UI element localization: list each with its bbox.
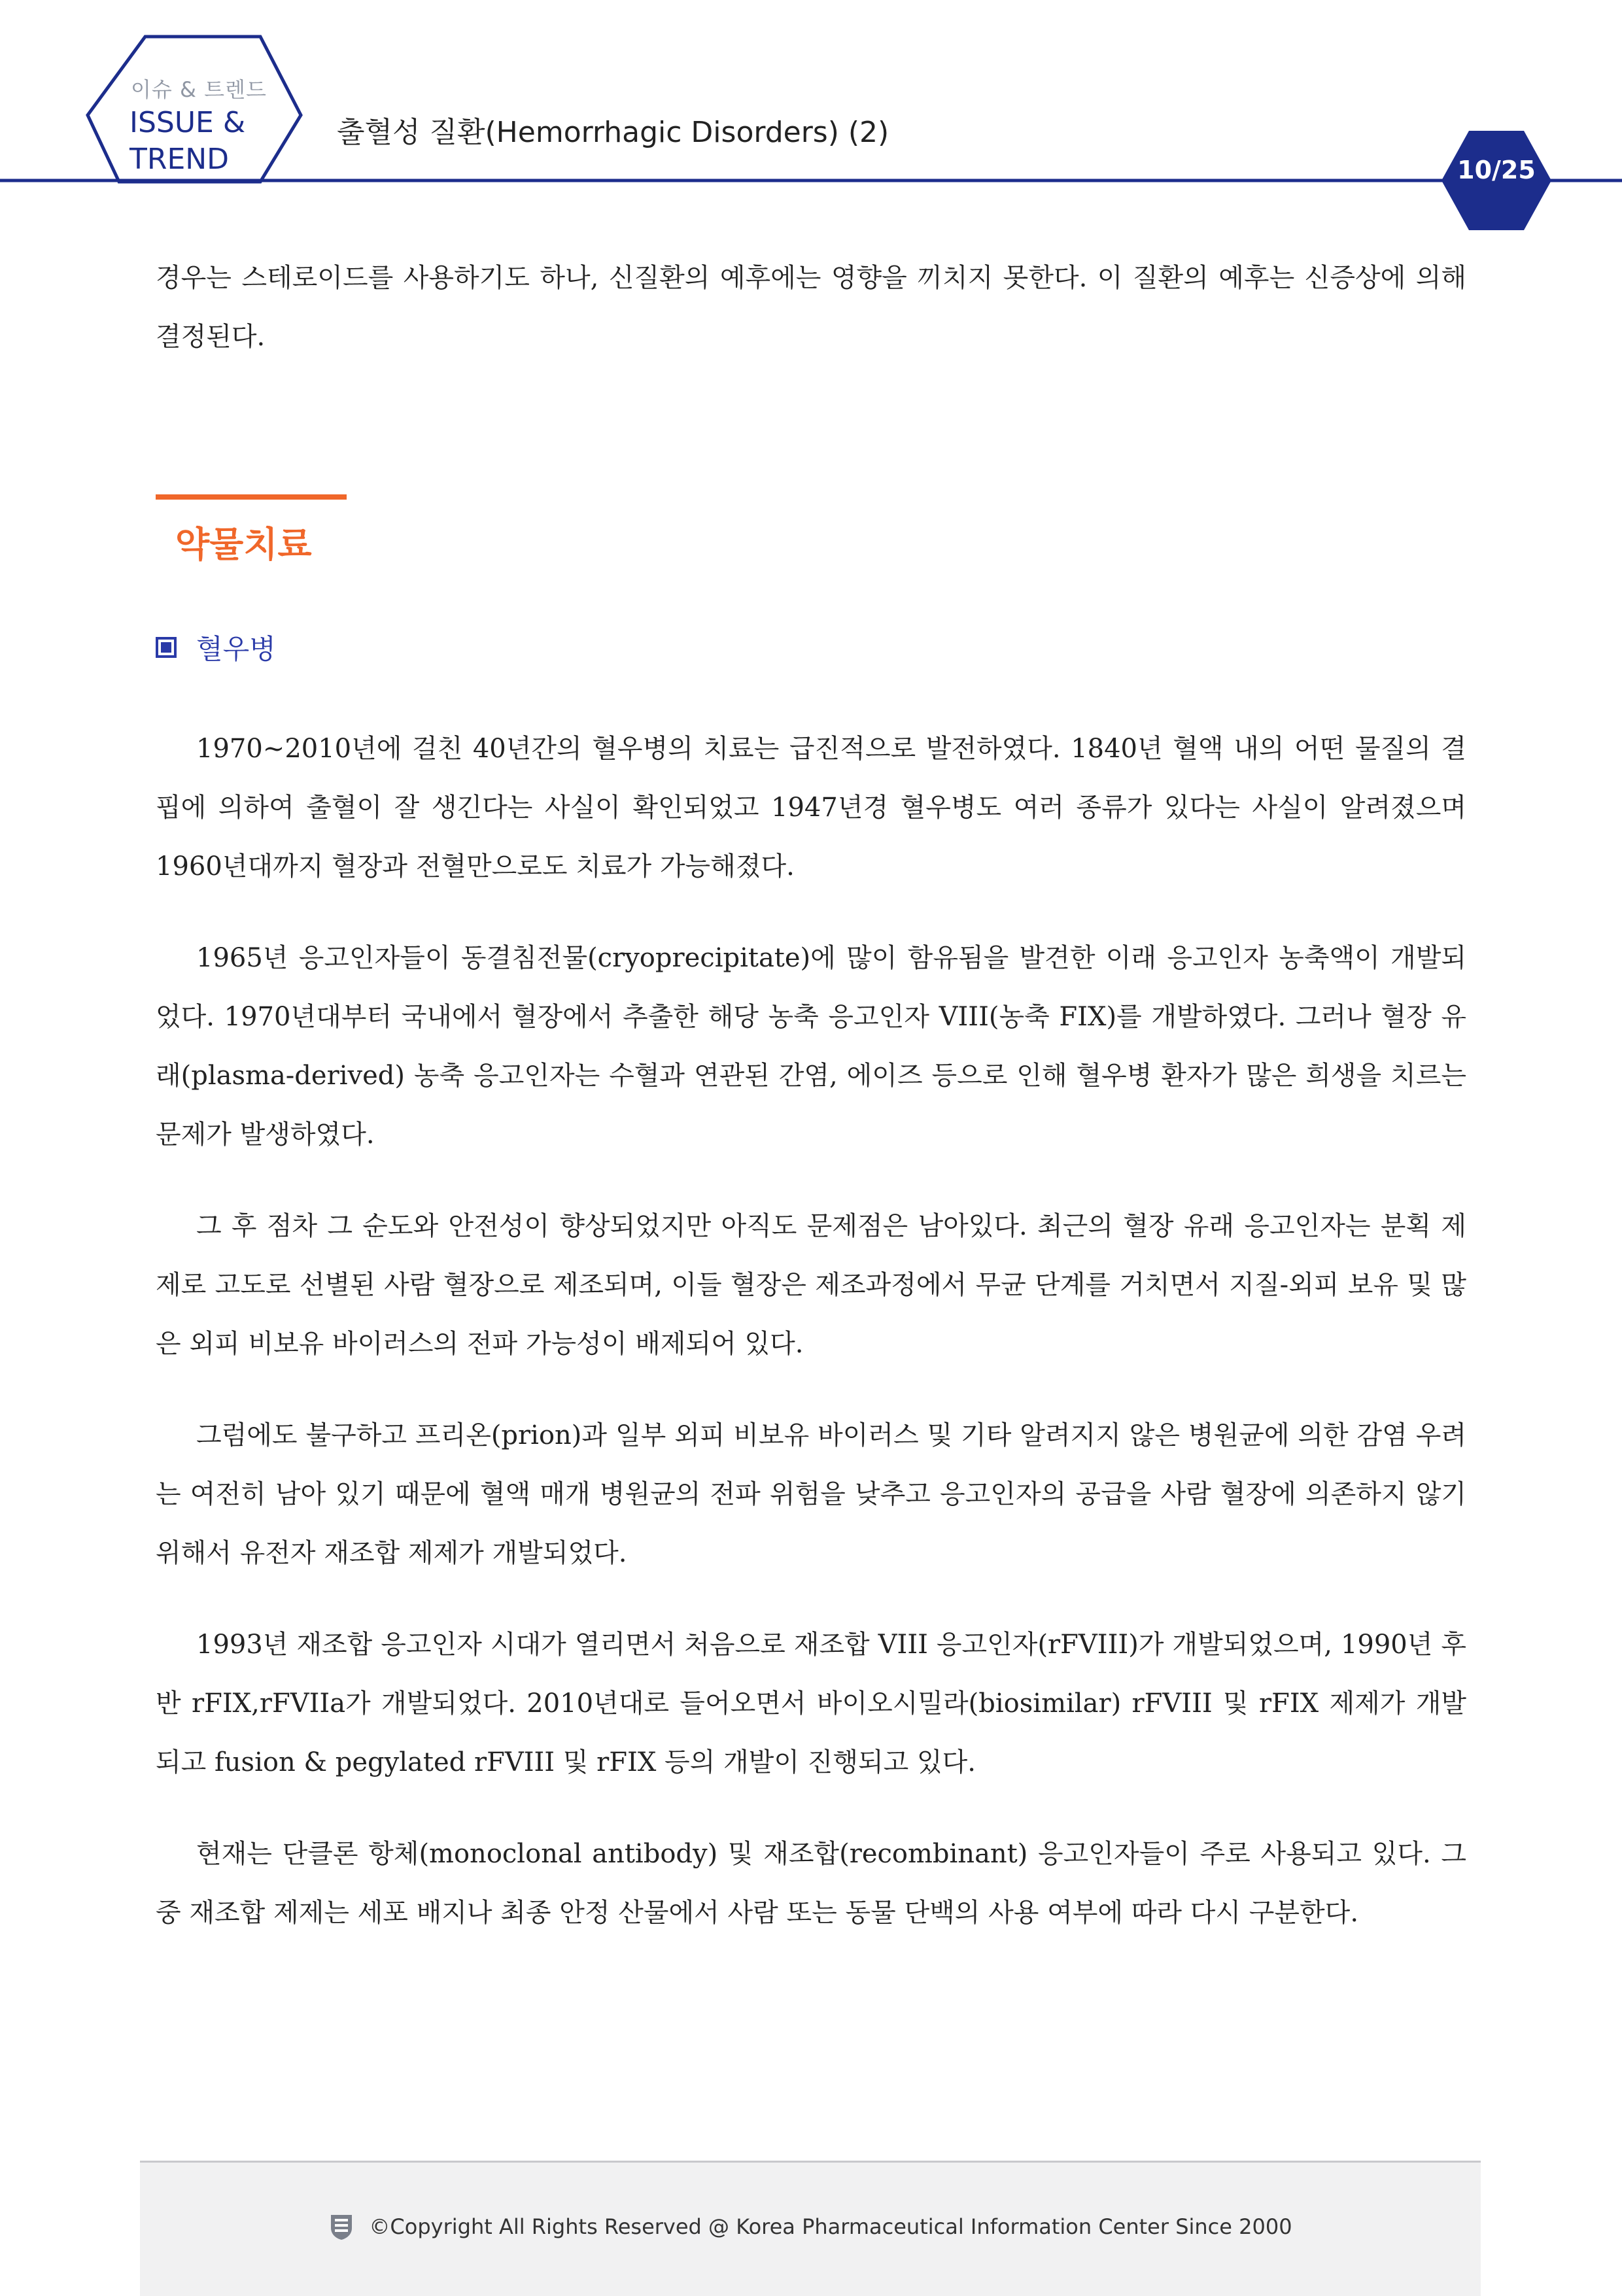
- page-number: 10/25: [1457, 156, 1536, 184]
- square-bullet-icon: [156, 637, 177, 658]
- footer: [140, 2161, 1481, 2296]
- section-accent-bar: [156, 494, 347, 500]
- badge-line-1: ISSUE &: [129, 106, 246, 139]
- intro-paragraph: 경우는 스테로이드를 사용하기도 하나, 신질환의 예후에는 영향을 끼치지 못한다. 이 질환의 예후는 신증상에 의해 결정된다.: [156, 263, 1466, 352]
- badge-small-label: 이슈 & 트렌드: [131, 77, 267, 102]
- intro-block: [156, 248, 1466, 366]
- paragraph-1: 1970~2010년에 걸친 40년간의 혈우병의 치료는 급진적으로 발전하였다. 1840년 혈액 내의 어떤 물질의 결핍에 의하여 출혈이 잘 생긴다는 사실이 확인되었고 1947년경 혈우병도 여러 종류가 있다는 사실이 알려졌으며 1960년대까지 혈장과 전혈만으로도 치료가 가능해졌다.: [156, 734, 1466, 882]
- paragraph-3: 그 후 점차 그 순도와 안전성이 향상되었지만 아직도 문제점은 남아있다. 최근의 혈장 유래 응고인자는 분획 제제로 고도로 선별된 사람 혈장으로 제조되며, 이들 혈장은 제조과정에서 무균 단계를 거치면서 지질-외피 보유 및 많은 외피 비보유 바이러스의 전파 가능성이 배제되어 있다.: [156, 1211, 1466, 1359]
- section-title: 약물치료: [175, 524, 312, 565]
- badge-big-label: [129, 105, 280, 178]
- kpic-logo-icon: [328, 2212, 354, 2241]
- paragraph-6: 현재는 단클론 항체(monoclonal antibody) 및 재조합(recombinant) 응고인자들이 주로 사용되고 있다. 그 중 재조합 제제는 세포 배지나 최종 안정 산물에서 사람 또는 동물 단백의 사용 여부에 따라 다시 구분한다.: [156, 1839, 1466, 1928]
- badge-line-2: TREND: [129, 143, 230, 176]
- document-title: 출혈성 질환(Hemorrhagic Disorders) (2): [337, 116, 889, 149]
- main-body: [156, 719, 1466, 1942]
- footer-content: [140, 2212, 1481, 2241]
- copyright-text: ©Copyright All Rights Reserved @ Korea Pharmaceutical Information Center Since 2000: [369, 2214, 1292, 2239]
- paragraph-5: 1993년 재조합 응고인자 시대가 열리면서 처음으로 재조합 VIII 응고인자(rFVIII)가 개발되었으며, 1990년 후반 rFIX,rFVIIa가 개발되었다. 2010년대로 들어오면서 바이오시밀라(biosimilar) rFVIII 및 rFIX 제제가 개발되고 fusion & pegylated rFVIII 및 rFIX 등의 개발이 진행되고 있다.: [156, 1630, 1466, 1777]
- subheading: [156, 628, 276, 667]
- paragraph-2: 1965년 응고인자들이 동결침전물(cryoprecipitate)에 많이 함유됨을 발견한 이래 응고인자 농축액이 개발되었다. 1970년대부터 국내에서 혈장에서 추출한 해당 농축 응고인자 VIII(농축 FIX)를 개발하였다. 그러나 혈장 유래(plasma-derived) 농축 응고인자는 수혈과 연관된 간염, 에이즈 등으로 인해 혈우병 환자가 많은 희생을 치르는 문제가 발생하였다.: [156, 943, 1466, 1150]
- subheading-label: 혈우병: [196, 633, 276, 665]
- paragraph-4: 그럼에도 불구하고 프리온(prion)과 일부 외피 비보유 바이러스 및 기타 알려지지 않은 병원균에 의한 감염 우려는 여전히 남아 있기 때문에 혈액 매개 병원균의 전파 위험을 낮추고 응고인자의 공급을 사람 혈장에 의존하지 않기 위해서 유전자 재조합 제제가 개발되었다.: [156, 1420, 1466, 1568]
